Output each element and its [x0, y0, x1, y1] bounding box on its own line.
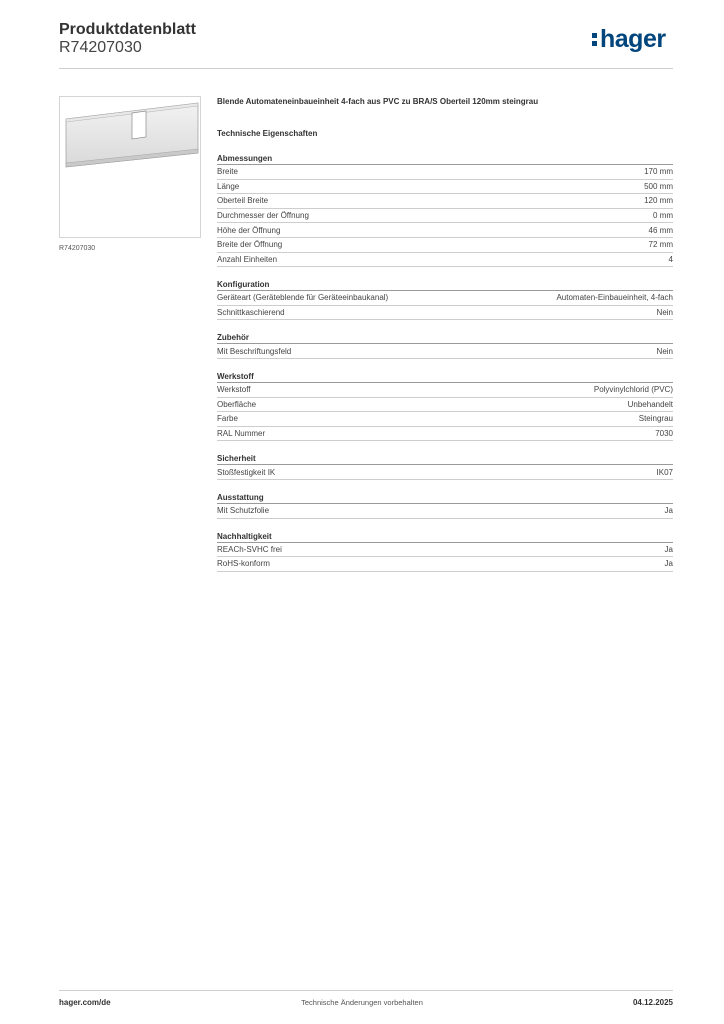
- footer-date: 04.12.2025: [632, 998, 673, 1007]
- table-row: [217, 253, 673, 268]
- row-value: 46 mm: [648, 225, 673, 235]
- row-label: Schnittkaschierend: [217, 308, 285, 318]
- row-label: Durchmesser der Öffnung: [217, 211, 309, 221]
- section-title: Werkstoff: [217, 372, 673, 383]
- table-row: [217, 543, 673, 558]
- product-panel-icon: [60, 97, 200, 237]
- product-image: [59, 96, 201, 238]
- row-label: Länge: [217, 181, 240, 191]
- row-value: IK07: [656, 467, 673, 477]
- row-value: 120 mm: [644, 196, 673, 206]
- table-row: [217, 209, 673, 224]
- row-label: RAL Nummer: [217, 429, 266, 439]
- row-label: Stoßfestigkeit IK: [217, 467, 276, 477]
- row-label: Breite: [217, 167, 238, 177]
- table-row: [217, 165, 673, 180]
- section-equipment: [217, 493, 673, 519]
- row-value: Nein: [656, 308, 673, 318]
- image-caption: R74207030: [59, 245, 96, 252]
- hager-logo: [592, 27, 666, 52]
- section-title: Nachhaltigkeit: [217, 532, 673, 543]
- row-label: Oberfläche: [217, 399, 257, 409]
- row-value: 4: [668, 254, 673, 264]
- section-sustainability: [217, 532, 673, 572]
- specifications: [217, 97, 673, 572]
- product-title: Blende Automateneinbaueinheit 4-fach aus PVC zu BRA/S Oberteil 120mm steingrau: [217, 97, 539, 106]
- table-row: [217, 180, 673, 195]
- section-material: [217, 372, 673, 441]
- section-title: Ausstattung: [217, 493, 673, 504]
- logo-dots-icon: [592, 31, 598, 47]
- table-row: [217, 344, 673, 359]
- row-value: Nein: [656, 346, 673, 356]
- table-row: [217, 194, 673, 209]
- row-value: Steingrau: [638, 414, 673, 424]
- row-value: Polyvinylchlorid (PVC): [593, 385, 673, 395]
- table-row: [217, 291, 673, 306]
- section-title: Konfiguration: [217, 280, 673, 291]
- section-accessories: [217, 333, 673, 359]
- row-label: Werkstoff: [217, 385, 251, 395]
- footer-disclaimer: Technische Änderungen vorbehalten: [301, 998, 423, 1007]
- section-title: Sicherheit: [217, 454, 673, 465]
- row-value: 72 mm: [648, 240, 673, 250]
- table-row: [217, 427, 673, 442]
- row-label: Mit Schutzfolie: [217, 506, 270, 516]
- document-title: Produktdatenblatt: [59, 21, 196, 38]
- header-divider: [59, 68, 673, 69]
- table-row: [217, 238, 673, 253]
- technical-properties-heading: Technische Eigenschaften: [217, 129, 318, 138]
- row-value: 500 mm: [644, 181, 673, 191]
- table-row: [217, 398, 673, 413]
- table-row: [217, 223, 673, 238]
- row-label: Mit Beschriftungsfeld: [217, 346, 292, 356]
- row-label: RoHS-konform: [217, 559, 270, 569]
- row-label: Breite der Öffnung: [217, 240, 283, 250]
- row-label: Farbe: [217, 414, 238, 424]
- row-value: Ja: [664, 506, 673, 516]
- section-title: Zubehör: [217, 333, 673, 344]
- section-configuration: [217, 280, 673, 320]
- product-code: R74207030: [59, 39, 142, 56]
- row-label: Anzahl Einheiten: [217, 254, 278, 264]
- logo-text: hager: [600, 25, 666, 53]
- footer-divider: [59, 990, 673, 991]
- row-label: Höhe der Öffnung: [217, 225, 281, 235]
- row-label: Geräteart (Geräteblende für Geräteeinbaukanal): [217, 293, 389, 303]
- row-value: Automaten-Einbaueinheit, 4-fach: [556, 293, 673, 303]
- row-value: 170 mm: [644, 167, 673, 177]
- table-row: [217, 465, 673, 480]
- row-value: Ja: [664, 559, 673, 569]
- table-row: [217, 306, 673, 321]
- row-value: 0 mm: [653, 211, 673, 221]
- footer-website: hager.com/de: [59, 998, 111, 1007]
- section-dimensions: [217, 154, 673, 267]
- table-row: [217, 557, 673, 572]
- section-safety: [217, 454, 673, 480]
- row-label: REACh-SVHC frei: [217, 544, 282, 554]
- table-row: [217, 412, 673, 427]
- section-title: Abmessungen: [217, 154, 673, 165]
- row-value: Ja: [664, 544, 673, 554]
- table-row: [217, 383, 673, 398]
- row-label: Oberteil Breite: [217, 196, 269, 206]
- row-value: Unbehandelt: [627, 399, 673, 409]
- row-value: 7030: [655, 429, 673, 439]
- table-row: [217, 504, 673, 519]
